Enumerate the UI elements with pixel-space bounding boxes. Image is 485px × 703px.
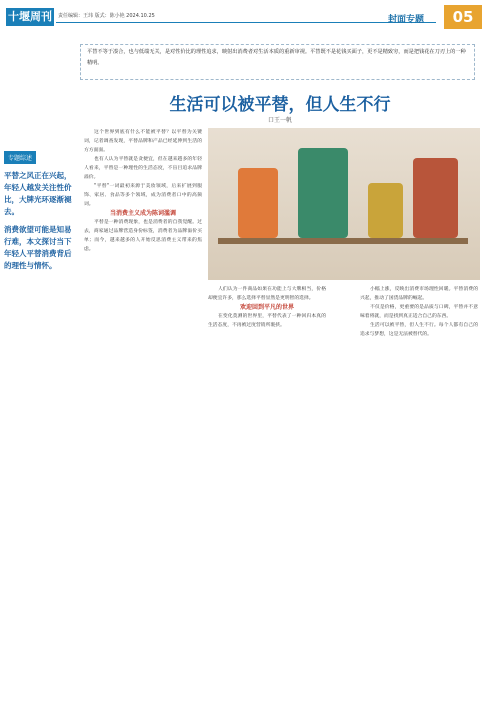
column-1 (84, 128, 202, 254)
sidebar-paragraph: 平替之风正在兴起，年轻人越发关注性价比，大牌光环逐渐褪去。 (4, 171, 72, 216)
body-paragraph: 这个世界到底有什么不能被平替？以平替为关键词，记者调查发现，平替品牌和产品已经延伸到生活的方方面面。 (84, 130, 202, 153)
body-paragraph: "平替"一词最初来源于美妆领域，后来扩展到服饰、家居、食品等多个领域，成为消费者口中的高频词。 (84, 184, 202, 207)
byline: 口王一帆 (267, 117, 292, 124)
subheading: 当消费主义成为陈词滥调 (109, 210, 176, 217)
masthead: 十堰周刊 (6, 8, 54, 26)
body-paragraph: 小幅上涨，反映出消费市场理性回暖。平替消费的兴起，推动了国货品牌的崛起。 (360, 287, 478, 301)
lead-paragraph: 平替不等于凑合，也与低端无关，是对性价比的理性追求，映射出消费者对生活本质的重新审视。平替既不是花钱买面子，更不是精致穷，而是把钱花在刀刃上的一种精明。 (80, 44, 475, 80)
sidebar (4, 145, 74, 565)
body-paragraph: 平替是一种消费现象，也是消费者的自我觉醒。过去，商家通过品牌营造身份标签，消费者为品牌溢价买单；而今，越来越多的人开始反思消费主义带来的焦虑。 (84, 220, 202, 252)
body-paragraph: 生活可以被平替，但人生不行。每个人都有自己的追求与梦想，这是无法被替代的。 (360, 323, 478, 337)
body-paragraph: 不仅是价格，更重要的是品质与口碑，平替并不意味着将就，而是找到真正适合自己的东西。 (360, 305, 478, 319)
column-2 (208, 285, 326, 330)
shelf-graphic (218, 238, 468, 244)
feature-photo (208, 128, 480, 280)
page-title: 生活可以被平替，但人生不行 (169, 95, 391, 115)
product-bottle-image (368, 183, 403, 238)
column-3 (360, 285, 478, 339)
sidebar-label: 专题综述 (4, 151, 36, 164)
product-clothing-image (298, 148, 348, 238)
sidebar-paragraph: 消费欲望可能是知易行难，本文探讨当下年轻人平替消费背后的理性与情怀。 (4, 225, 72, 270)
page-number: 05 (444, 5, 482, 29)
subheading: 欢迎回到平凡的世界 (239, 304, 294, 311)
body-paragraph: 在变化莫测的世界里，平替代表了一种回归本真的生活态度，不再被过度营销所裹挟。 (208, 314, 326, 328)
section-title: 封面专题 (388, 15, 425, 25)
sidebar-text (4, 170, 74, 272)
header-rule (56, 22, 436, 23)
body-paragraph: 人们认为一件商品如果在功能上与大牌相当，价格却便宜许多，那么选择平替显然是更明智的选择。 (208, 287, 326, 301)
page-header (0, 0, 485, 32)
body-paragraph: 也有人认为平替就是贪便宜，但在越来越多的年轻人看来，平替是一种理性的生活态度，不盲目追求品牌溢价。 (84, 157, 202, 180)
issue-info: 责任编辑：王玮 版式：陈小艳 2024.10.25 (58, 13, 155, 19)
product-box-image (413, 158, 458, 238)
product-bag-image (238, 168, 278, 238)
